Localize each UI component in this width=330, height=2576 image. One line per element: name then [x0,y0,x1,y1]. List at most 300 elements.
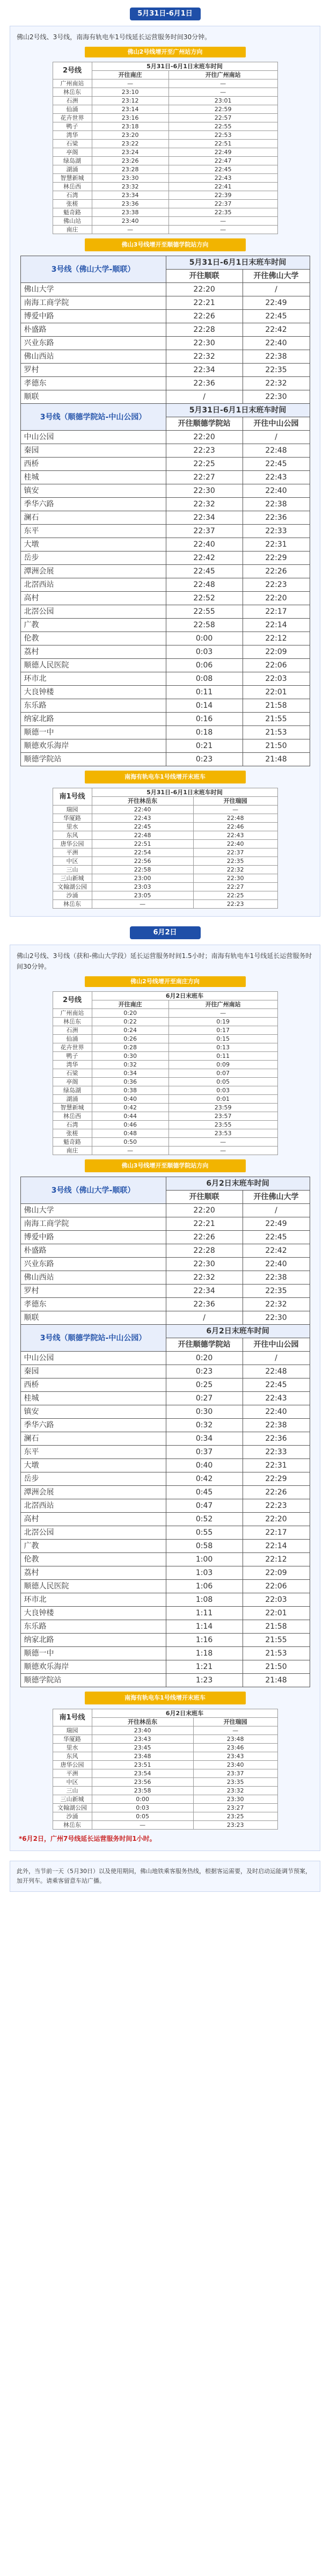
departure-time: / [243,431,310,444]
station-name: 绿岛湖 [53,157,92,165]
table-row [20,283,310,296]
departure-time: 22:40 [243,484,310,498]
departure-time: 0:06 [166,659,243,672]
departure-time: / [166,390,243,404]
departure-time: 23:26 [92,157,168,165]
departure-time: 0:11 [168,1052,277,1061]
table-row [53,1078,277,1086]
departure-time: 22:34 [166,1285,243,1298]
departure-time: 0:11 [166,686,243,699]
departure-time: — [92,1821,193,1830]
departure-time: 22:39 [168,191,277,200]
table-row [53,1121,277,1129]
station-name: 唐华公园 [53,840,92,848]
table-row [53,1146,277,1155]
station-name: 林岳东 [53,900,92,909]
station-name: 潭洲会展 [20,1486,166,1499]
departure-time: 0:17 [168,1026,277,1035]
station-name: 魁奇路 [53,1138,92,1146]
table-row [20,1607,310,1620]
table-header: 5月31日-6月1日末班车时间 [92,62,277,71]
station-name: 广教 [20,1540,166,1553]
departure-time: 23:59 [168,1104,277,1112]
departure-time: 0:40 [92,1095,168,1104]
departure-time: 22:45 [166,565,243,578]
departure-time: 22:14 [243,1540,310,1553]
departure-time: 22:14 [243,619,310,632]
column-header: 开往广州南站 [168,71,277,79]
departure-time: 22:49 [243,1217,310,1231]
table-header: 5月31日-6月1日末班车时间 [166,404,310,417]
table-row [20,1204,310,1217]
departure-time: 22:30 [166,484,243,498]
departure-time: 22:40 [243,1258,310,1271]
departure-time: 0:37 [166,1446,243,1459]
table-row [53,157,277,165]
departure-time: 21:53 [243,726,310,739]
column-header: 开往瑞园 [193,797,277,806]
tram-table-2 [53,1709,278,1830]
table-row [20,739,310,753]
table-row [53,1821,277,1830]
date-badge-1: 5月31日-6月1日 [130,8,201,20]
departure-time: 0:42 [92,1104,168,1112]
station-name: 智慧新城 [53,174,92,183]
table-row [53,79,277,88]
station-name: 顺德欢乐海岸 [20,739,166,753]
departure-time: 22:30 [166,1258,243,1271]
column-header: 开往中山公园 [243,417,310,431]
table-row [53,122,277,131]
table-row [20,1258,310,1271]
table-row [53,874,277,883]
departure-time: — [92,900,193,909]
station-name: 中区 [53,857,92,866]
departure-time: 0:52 [166,1513,243,1526]
departure-time: — [92,79,168,88]
station-name: 唐华公园 [53,1761,92,1769]
departure-time: 0:25 [166,1378,243,1392]
column-header: 开往顺德学院站 [166,1338,243,1352]
station-name: 湾华 [53,131,92,140]
station-name: 佛山大学 [20,1204,166,1217]
table-row [53,1735,277,1744]
table-row [20,1419,310,1432]
station-name: 秦园 [20,1365,166,1378]
departure-time: 22:26 [166,1231,243,1244]
table-row [53,1787,277,1795]
table-row [20,1540,310,1553]
station-name: 镇安 [20,1405,166,1419]
station-name: 智慧新城 [53,1104,92,1112]
departure-time: 0:34 [166,1432,243,1446]
table-row [20,1486,310,1499]
station-name: 南海工商学院 [20,296,166,310]
table-row [53,1778,277,1787]
station-name: 花卉世界 [53,114,92,122]
departure-time: 23:01 [168,97,277,105]
departure-time: 23:45 [92,1744,193,1752]
table-row [53,1104,277,1112]
departure-time: 23:46 [193,1744,277,1752]
station-name: 顺德学院站 [20,753,166,766]
departure-time: 0:46 [92,1121,168,1129]
station-name: 湖涌 [53,165,92,174]
station-name: 三山新城 [53,874,92,883]
departure-time: 0:50 [92,1138,168,1146]
departure-time: 0:00 [92,1795,193,1804]
departure-time: 1:06 [166,1580,243,1593]
departure-time: — [193,1726,277,1735]
departure-time: 23:48 [92,1752,193,1761]
table-row [20,565,310,578]
departure-time: 22:45 [92,823,193,831]
departure-time: 23:30 [92,174,168,183]
departure-time: 22:42 [166,552,243,565]
table-row [53,1052,277,1061]
departure-time: 0:38 [92,1086,168,1095]
departure-time: 22:43 [193,831,277,840]
departure-time: 23:27 [193,1804,277,1812]
station-name: 东平 [20,525,166,538]
departure-time: 22:43 [243,471,310,484]
table-row [53,866,277,874]
station-name: 大墩 [20,1459,166,1472]
departure-time: 0:19 [168,1018,277,1026]
station-name: 广教 [20,619,166,632]
departure-time: 22:32 [193,866,277,874]
station-name: 南海工商学院 [20,1217,166,1231]
departure-time: 22:32 [166,1271,243,1285]
table-row [53,1761,277,1769]
departure-time: 21:50 [243,739,310,753]
table-row [53,148,277,157]
table-row [20,1553,310,1566]
departure-time: 22:40 [243,337,310,350]
departure-time: 23:22 [92,140,168,148]
departure-time: 0:20 [92,1009,168,1018]
departure-time: 0:36 [92,1078,168,1086]
table-row [20,1285,310,1298]
departure-time: 22:48 [243,444,310,458]
departure-time: 0:05 [92,1812,193,1821]
departure-time: 22:06 [243,659,310,672]
departure-time: 22:35 [243,364,310,377]
station-name: 华厦路 [53,1735,92,1744]
departure-time: 0:32 [166,1419,243,1432]
station-name: 顺联 [20,1311,166,1325]
departure-time: 0:30 [166,1405,243,1419]
departure-time: 23:10 [92,88,168,97]
station-name: 张槎 [53,1129,92,1138]
station-name: 南庄 [53,1146,92,1155]
departure-time: 22:59 [168,105,277,114]
departure-time: 22:51 [168,140,277,148]
departure-time: 22:17 [243,1526,310,1540]
table-row [20,323,310,337]
station-name: 中山公园 [20,431,166,444]
table-row [20,1446,310,1459]
departure-time: 0:30 [92,1052,168,1061]
station-name: 纳家北路 [20,713,166,726]
station-name: 里水 [53,823,92,831]
departure-time: 22:42 [243,1244,310,1258]
station-name: 亭阁 [53,1078,92,1086]
departure-time: 22:30 [166,337,243,350]
departure-time: 0:32 [92,1061,168,1069]
note-text: *6月2日，广州7号线延长运营服务时间1小时。 [19,1835,156,1842]
departure-time: 22:40 [166,538,243,552]
table-row [20,310,310,323]
departure-time: 23:57 [168,1112,277,1121]
departure-time: 0:00 [166,632,243,645]
tram-table-1 [53,788,278,909]
station-column-header: 3号线（佛山大学-顺联） [20,256,166,283]
table-row [53,1726,277,1735]
departure-time: 22:09 [243,645,310,659]
departure-time: 0:18 [166,726,243,739]
column-header: 开往顺德学院站 [166,417,243,431]
table-row [20,699,310,713]
departure-time: — [168,1138,277,1146]
table-row [20,645,310,659]
departure-time: 22:58 [166,619,243,632]
station-name: 桂城 [20,1392,166,1405]
departure-time: 22:20 [166,431,243,444]
departure-time: 23:48 [193,1735,277,1744]
departure-time: 1:21 [166,1660,243,1674]
table-row [53,1018,277,1026]
departure-time: — [193,806,277,814]
departure-time: 23:23 [193,1821,277,1830]
station-name: 镇安 [20,484,166,498]
table-row [20,511,310,525]
schedule-card-2 [10,945,320,1851]
station-name: 伦教 [20,632,166,645]
table-row [20,1217,310,1231]
departure-time: 0:09 [168,1061,277,1069]
departure-time: 22:40 [92,806,193,814]
departure-time: 22:37 [193,848,277,857]
table-row [53,1752,277,1761]
table-row [53,1769,277,1778]
station-name: 平洲 [53,1769,92,1778]
column-header: 开往佛山大学 [243,270,310,283]
table-side-label: 南1号线 [53,788,92,806]
departure-time: 21:55 [243,1634,310,1647]
departure-time: 22:17 [243,605,310,619]
table-row [20,1674,310,1687]
table-row [20,431,310,444]
station-name: 石湾 [53,1121,92,1129]
station-name: 孝德东 [20,1298,166,1311]
table-row [20,605,310,619]
departure-time: 22:09 [243,1566,310,1580]
station-name: 三山 [53,1787,92,1795]
station-name: 鸭子 [53,122,92,131]
station-name: 佛山西站 [20,350,166,364]
station-name: 石湾 [53,191,92,200]
departure-time: 22:54 [92,848,193,857]
departure-time: 22:29 [243,1472,310,1486]
departure-time: 0:27 [166,1392,243,1405]
station-name: 湾华 [53,1061,92,1069]
departure-time: 22:31 [243,538,310,552]
station-name: 大墩 [20,538,166,552]
station-name: 兴业东路 [20,337,166,350]
line3-table-1 [20,256,310,766]
station-name: 荔村 [20,645,166,659]
table-row [20,364,310,377]
table-row [20,1244,310,1258]
table-row [20,1513,310,1526]
departure-time: — [168,217,277,226]
table-header: 6月2日末班车时间 [166,1325,310,1338]
station-name: 顺联 [20,390,166,404]
table-row [53,1804,277,1812]
station-name: 顺德人民医院 [20,1580,166,1593]
departure-time: 0:42 [166,1472,243,1486]
station-column-header: 3号线（顺德学院站-中山公园） [20,404,166,431]
departure-time: 0:26 [92,1035,168,1043]
station-name: 湖涌 [53,1095,92,1104]
table-row [20,1352,310,1365]
departure-time: 22:38 [243,1271,310,1285]
departure-time: — [92,226,168,234]
departure-time: 22:36 [166,1298,243,1311]
departure-time: 23:53 [168,1129,277,1138]
station-name: 罗村 [20,364,166,377]
departure-time: 23:32 [92,183,168,191]
station-name: 季华六路 [20,1419,166,1432]
table-row [20,713,310,726]
station-name: 潭洲会展 [20,565,166,578]
table-row [20,686,310,699]
departure-time: 22:29 [243,552,310,565]
date-badge-2: 6月2日 [130,926,201,939]
departure-time: 22:25 [193,891,277,900]
departure-time: 0:48 [92,1129,168,1138]
strip-tram-1: 南海有轨电车1号线增开末班车 [85,771,246,783]
station-name: 广州南站 [53,1009,92,1018]
departure-time: 23:32 [193,1787,277,1795]
strip-line3-2: 佛山3号线增开至顺德学院站方向 [85,1159,246,1172]
departure-time: 22:23 [193,900,277,909]
station-name: 罗村 [20,1285,166,1298]
table-row [20,1499,310,1513]
intro-text-1: 佛山2号线、3号线，南海有轨电车1号线延长运营服务时间30分钟。 [17,33,211,41]
station-name: 西桥 [20,1378,166,1392]
departure-time: 22:20 [166,1204,243,1217]
departure-time: 22:45 [243,310,310,323]
departure-time: 22:49 [243,296,310,310]
column-header: 开往顺联 [166,270,243,283]
departure-time: 23:16 [92,114,168,122]
departure-time: 22:36 [243,1432,310,1446]
departure-time: 0:15 [168,1035,277,1043]
station-name: 林岳西 [53,183,92,191]
station-name: 瑞园 [53,1726,92,1735]
departure-time: 22:34 [166,364,243,377]
departure-time: 0:16 [166,713,243,726]
departure-time: 23:03 [92,883,193,891]
table-row [53,174,277,183]
departure-time: 0:01 [168,1095,277,1104]
departure-time: 22:43 [243,1392,310,1405]
departure-time: 1:23 [166,1674,243,1687]
strip-line3-1: 佛山3号线增开至顺德学院站方向 [85,238,246,251]
station-name: 文翰湖公园 [53,883,92,891]
strip-line2-1: 佛山2号线增开至广州站方向 [85,47,246,57]
departure-time: 0:58 [166,1540,243,1553]
departure-time: 22:45 [243,458,310,471]
departure-time: 22:32 [166,350,243,364]
station-name: 南庄 [53,226,92,234]
departure-time: 1:14 [166,1620,243,1634]
table-row [53,1043,277,1052]
departure-time: 21:58 [243,1620,310,1634]
departure-time: 23:51 [92,1761,193,1769]
table-row [20,1311,310,1325]
station-name: 东乐路 [20,1620,166,1634]
table-row [20,444,310,458]
table-row [53,1112,277,1121]
station-name: 西桥 [20,458,166,471]
station-name: 荔村 [20,1566,166,1580]
station-name: 朴盛路 [20,1244,166,1258]
departure-time: 22:01 [243,686,310,699]
table-row [20,672,310,686]
station-name: 石梁 [53,140,92,148]
station-name: 瑞园 [53,806,92,814]
departure-time: 22:28 [166,323,243,337]
station-name: 张槎 [53,200,92,208]
departure-time: — [168,1146,277,1155]
departure-time: 23:18 [92,122,168,131]
departure-time: 22:30 [193,874,277,883]
table-row [20,578,310,592]
departure-time: 22:47 [168,157,277,165]
table-row [20,659,310,672]
departure-time: 22:32 [243,1298,310,1311]
departure-time: — [168,226,277,234]
station-name: 澜石 [20,511,166,525]
station-name: 东风 [53,1752,92,1761]
table-row [20,619,310,632]
station-name: 林岳东 [53,88,92,97]
departure-time: 22:45 [168,165,277,174]
column-header: 开往南庄 [92,71,168,79]
table-row [53,891,277,900]
departure-time: — [168,1009,277,1018]
table-row [20,552,310,565]
departure-time: 21:58 [243,699,310,713]
table-row [53,1086,277,1095]
departure-time: 23:05 [92,891,193,900]
departure-time: 0:23 [166,753,243,766]
table-row [20,458,310,471]
strip-line2-2: 佛山2号线增开至南庄方向 [85,976,246,987]
station-column-header: 3号线（顺德学院站-中山公园） [20,1325,166,1352]
table-row [53,1026,277,1035]
table-row [20,632,310,645]
station-name: 博爱中路 [20,1231,166,1244]
table-row [53,226,277,234]
departure-time: 23:40 [92,217,168,226]
departure-time: 23:38 [92,208,168,217]
station-name: 顺德学院站 [20,1674,166,1687]
departure-time: 22:45 [243,1378,310,1392]
